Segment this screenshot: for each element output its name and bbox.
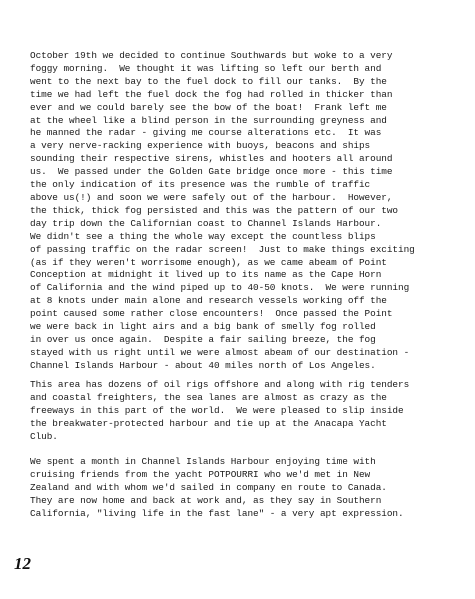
text-line: and coastal freighters, the sea lanes are almost as crazy as the — [30, 391, 387, 403]
text-line: October 19th we decided to continue Southwards but woke to a very — [30, 50, 393, 61]
text-line: the only indication of its presence was the rumble of traffic — [30, 179, 371, 191]
text-line: above us(!) and soon we were safely out of the harbour. However, — [30, 191, 393, 203]
text-line: sounding their respective sirens, whistles and hooters all around — [30, 153, 393, 165]
text-line: cruising friends from the yacht POTPOURRI who we'd met in New — [30, 468, 371, 480]
text-line: day trip down the Californian coast to Channel Islands Harbour. — [30, 217, 382, 229]
text-line: of California and the wind piped up to 40-50 knots. We were running — [30, 282, 410, 294]
text-line: he manned the radar - giving me course alterations etc. It was — [30, 127, 382, 139]
text-line: We spent a month in Channel Islands Harbour enjoying time with — [30, 456, 376, 467]
text-line: Zealand and with whom we'd sailed in company en route to Canada. — [30, 481, 387, 493]
text-line: of passing traffic on the radar screen! Just to make things exciting — [30, 243, 415, 255]
text-line: (as if they weren't worrisome enough), as we came abeam of Point — [30, 256, 387, 268]
paragraph-2 — [30, 379, 460, 444]
text-line: time we had left the fuel dock the fog had rolled in thicker than — [30, 88, 393, 100]
text-line: we were back in light airs and a big bank of smelly fog rolled — [30, 321, 376, 333]
text-line: us. We passed under the Golden Gate bridge once more - this time — [30, 166, 393, 178]
text-line: went to the next bay to the fuel dock to fill our tanks. By the — [30, 75, 387, 87]
text-line: This area has dozens of oil rigs offshore and along with rig tenders — [30, 379, 410, 390]
text-line: Club. — [30, 430, 58, 442]
text-line: the breakwater-protected harbour and tie up at the Anacapa Yacht — [30, 417, 387, 429]
text-line: point caused some rather close encounters! Once passed the Point — [30, 308, 393, 320]
text-line: Conception at midnight it lived up to its name as the Cape Horn — [30, 269, 382, 281]
text-line: California, "living life in the fast lane" - a very apt expression. — [30, 507, 404, 519]
page-number: 12 — [14, 554, 31, 573]
text-line: in over us once again. Despite a fair sailing breeze, the fog — [30, 333, 376, 345]
text-line: They are now home and back at work and, as they say in Southern — [30, 494, 382, 506]
text-line: at the wheel like a blind person in the surrounding greyness and — [30, 114, 387, 126]
text-line: We didn't see a thing the whole way except the countless blips — [30, 230, 376, 242]
text-line: a very nerve-racking experience with buoys, beacons and ships — [30, 140, 371, 152]
text-line: stayed with us right until we were almost abeam of our destination - — [30, 346, 410, 358]
paragraph-3 — [30, 456, 460, 521]
paragraph-1 — [30, 50, 460, 373]
text-line: freeways in this part of the world. We were pleased to slip inside — [30, 404, 404, 416]
text-line: Channel Islands Harbour - about 40 miles north of Los Angeles. — [30, 359, 376, 371]
text-line: ever and we could barely see the bow of the boat! Frank left me — [30, 101, 387, 113]
text-line: at 8 knots under main alone and research vessels working off the — [30, 295, 387, 307]
text-line: the thick, thick fog persisted and this was the pattern of our two — [30, 204, 399, 216]
text-line: foggy morning. We thought it was lifting so left our berth and — [30, 62, 382, 74]
